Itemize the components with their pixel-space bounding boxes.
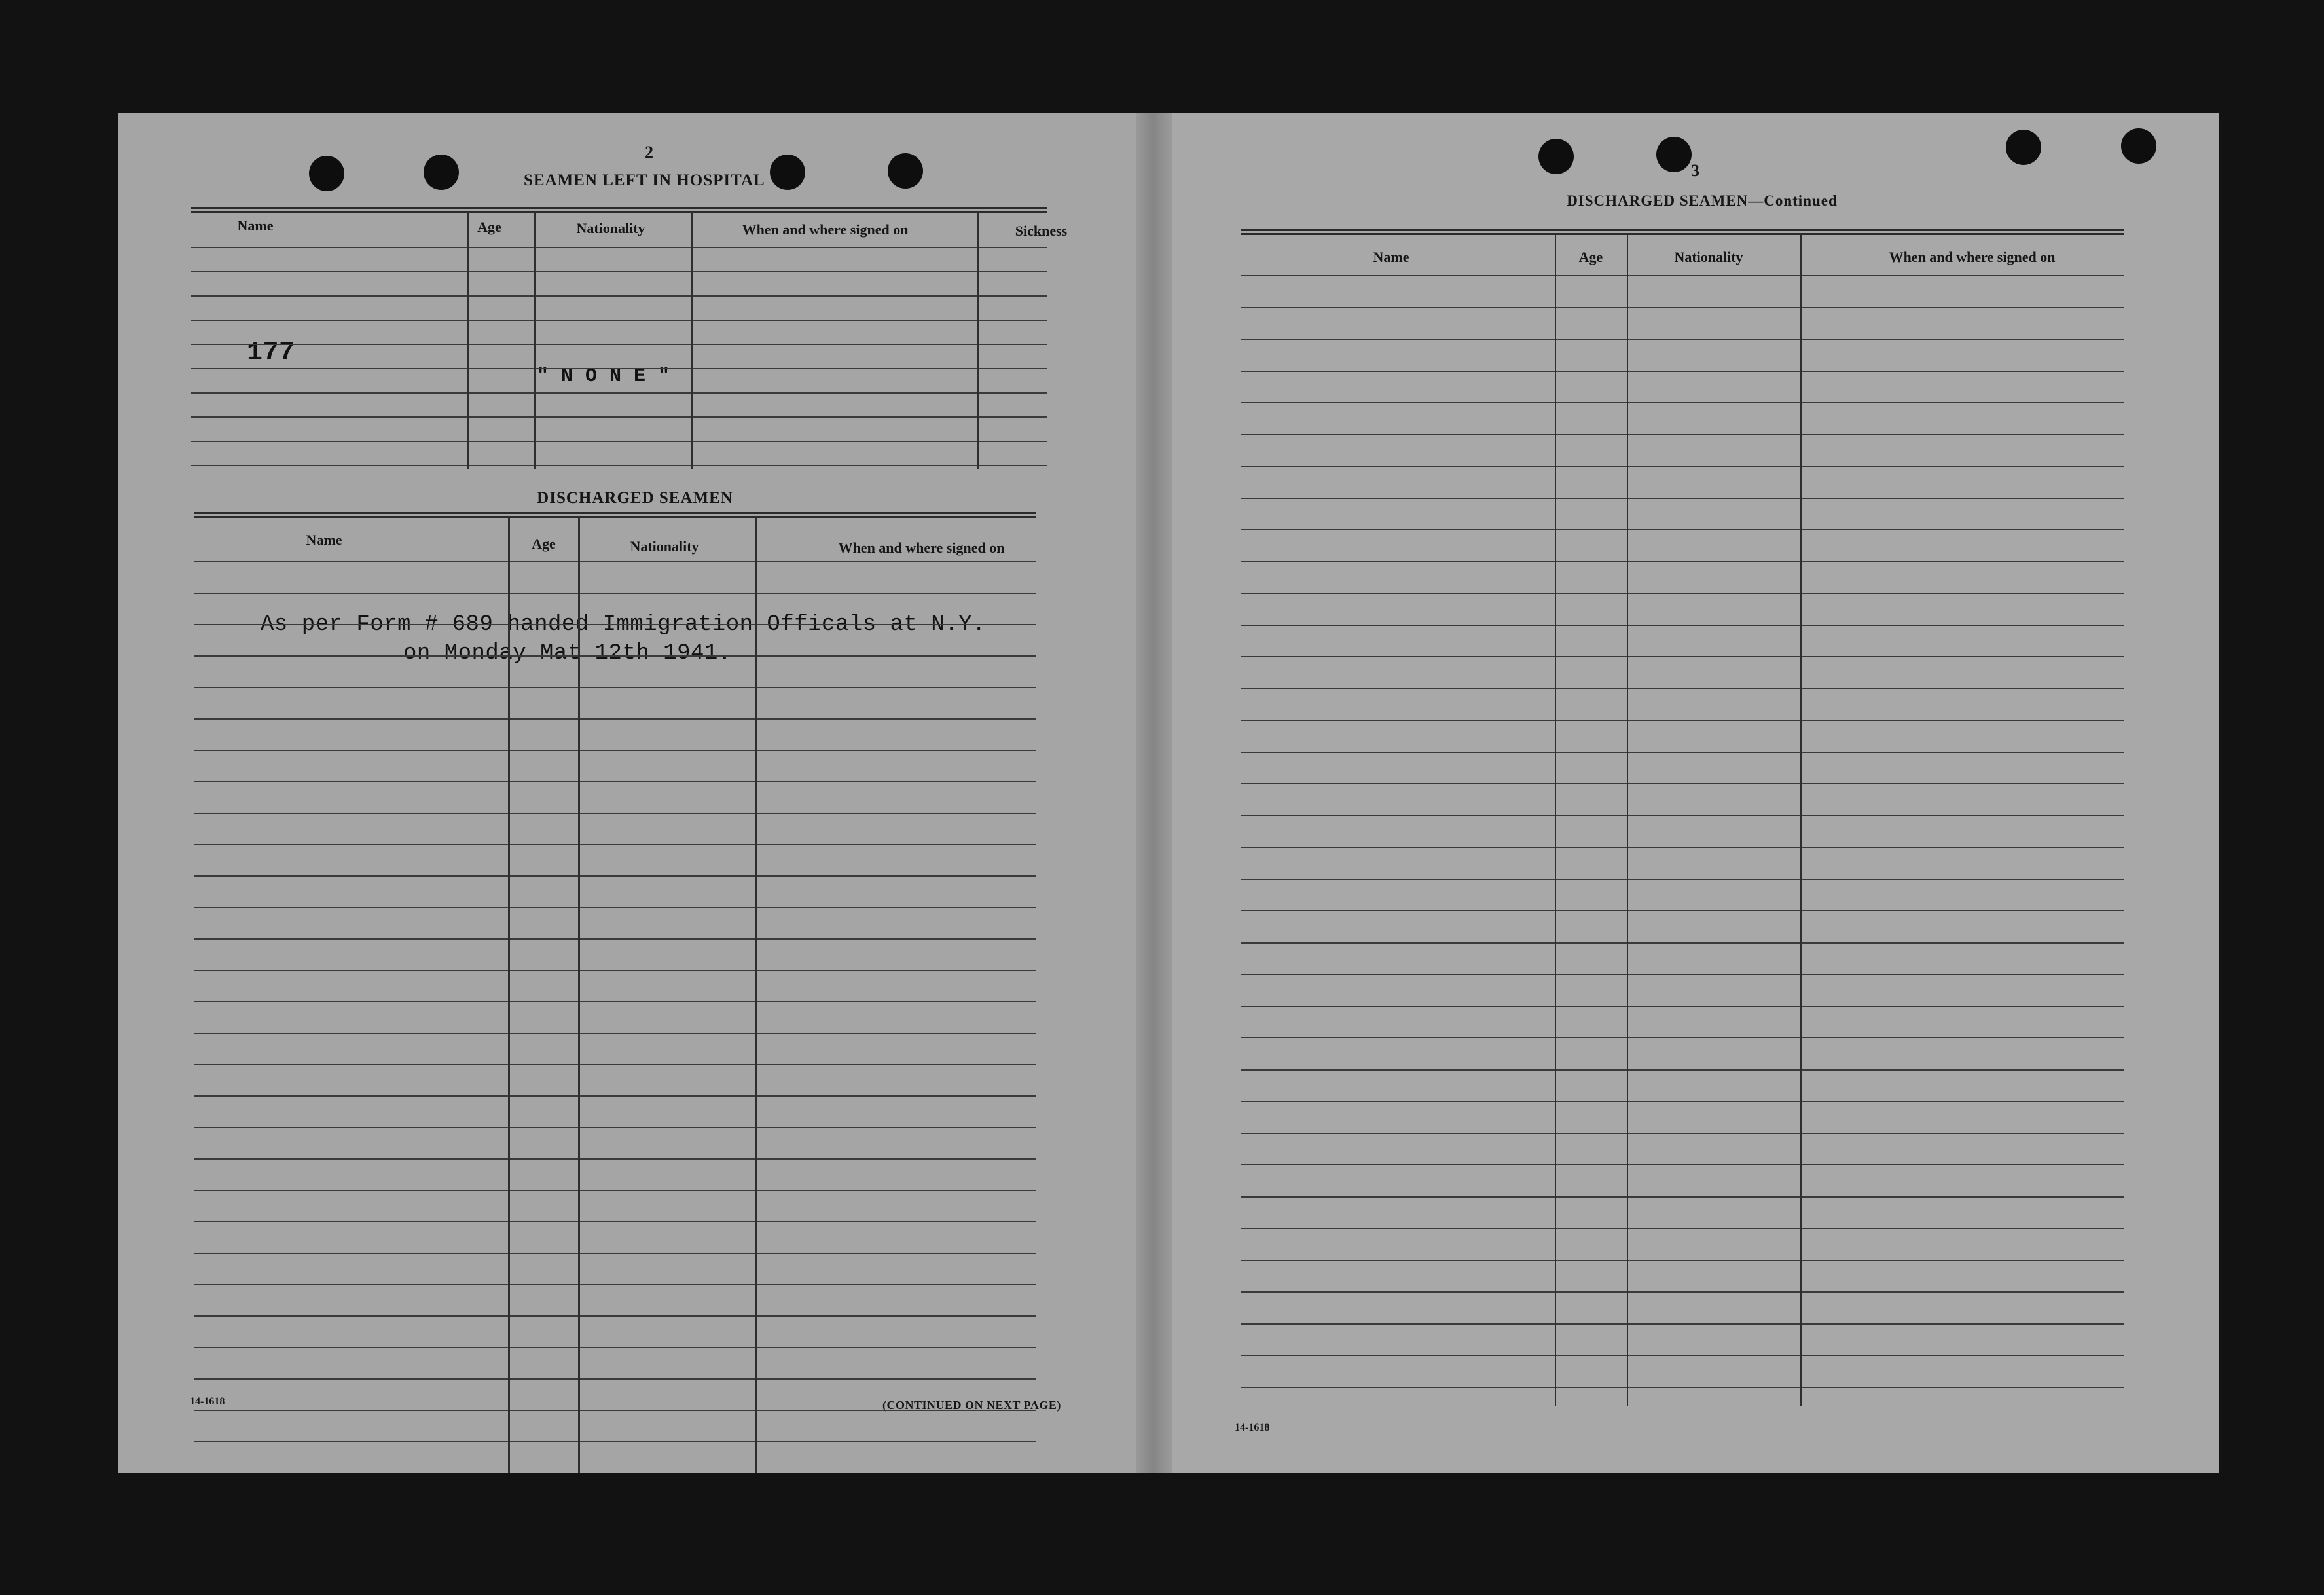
discharged-col-name: Name: [306, 532, 342, 548]
row-line: [194, 1378, 1036, 1380]
row-line: [1241, 498, 2124, 499]
discharged-col-age: Age: [532, 536, 556, 552]
table-rule: [194, 516, 1036, 518]
punch-hole: [309, 156, 344, 191]
row-line: [1241, 974, 2124, 975]
row-line: [191, 320, 1047, 321]
table-rule: [191, 211, 1047, 213]
row-line: [191, 392, 1047, 394]
row-line: [1241, 720, 2124, 721]
row-line: [1241, 1133, 2124, 1134]
row-line: [194, 1127, 1036, 1128]
row-line: [1241, 1196, 2124, 1198]
row-line: [1241, 371, 2124, 372]
row-line: [191, 465, 1047, 466]
row-line: [194, 1315, 1036, 1317]
discharged-col-nationality: Nationality: [630, 538, 699, 555]
discharged-continued-title: DISCHARGED SEAMEN—Continued: [1567, 192, 1838, 209]
table-rule: [191, 207, 1047, 209]
row-line: [194, 718, 1036, 720]
table-rule: [1241, 233, 2124, 235]
row-line: [1241, 910, 2124, 911]
punch-hole: [2006, 130, 2041, 165]
punch-hole: [1538, 139, 1574, 174]
row-line: [1241, 1355, 2124, 1356]
table-rule: [194, 512, 1036, 514]
row-line: [1241, 1069, 2124, 1071]
row-line: [1241, 466, 2124, 467]
column-divider: [1555, 233, 1556, 1406]
row-line: [1241, 625, 2124, 626]
row-line: [194, 1095, 1036, 1097]
hospital-none-entry: " N O N E ": [537, 365, 670, 388]
row-line: [194, 1158, 1036, 1160]
row-line: [194, 655, 1036, 657]
row-line: [1241, 1228, 2124, 1229]
row-line: [1241, 752, 2124, 753]
hospital-col-when-where: When and where signed on: [742, 221, 909, 238]
row-line: [194, 750, 1036, 751]
punch-hole: [2121, 128, 2156, 164]
row-line: [1241, 656, 2124, 657]
column-divider: [1627, 233, 1628, 1406]
row-line: [194, 1001, 1036, 1002]
row-line: [1241, 1291, 2124, 1292]
column-divider: [578, 516, 580, 1473]
column-divider: [1800, 233, 1802, 1406]
row-line: [194, 624, 1036, 625]
row-line: [1241, 1323, 2124, 1325]
row-line: [194, 593, 1036, 594]
row-line: [191, 344, 1047, 345]
right-col-nationality: Nationality: [1674, 249, 1743, 265]
column-divider: [755, 516, 757, 1473]
row-line: [194, 875, 1036, 877]
row-line: [1241, 402, 2124, 403]
row-line: [1241, 879, 2124, 880]
discharged-col-when-where: When and where signed on: [838, 540, 1005, 556]
row-line: [1241, 275, 2124, 276]
row-line: [194, 1033, 1036, 1034]
right-col-name: Name: [1373, 249, 1409, 265]
row-line: [194, 1253, 1036, 1254]
row-line: [1241, 783, 2124, 784]
row-line: [1241, 307, 2124, 308]
row-line: [191, 416, 1047, 418]
row-line: [194, 1190, 1036, 1191]
punch-hole: [1656, 137, 1692, 172]
continued-note: (CONTINUED ON NEXT PAGE): [882, 1399, 1061, 1412]
column-divider: [467, 211, 469, 469]
right-col-age: Age: [1578, 249, 1603, 265]
row-line: [1241, 434, 2124, 435]
row-line: [194, 844, 1036, 845]
row-line: [194, 781, 1036, 782]
row-line: [194, 1347, 1036, 1348]
punch-hole: [888, 153, 923, 189]
row-line: [191, 271, 1047, 272]
hospital-col-nationality: Nationality: [576, 220, 645, 236]
typed-note-line-1: As per Form # 689 handed Immigration Officals at N.Y.: [261, 612, 986, 637]
page-number: 2: [645, 143, 653, 162]
hospital-col-sickness: Sickness: [1015, 223, 1068, 239]
page-number: 3: [1691, 161, 1699, 180]
row-line: [194, 1221, 1036, 1222]
row-line: [191, 368, 1047, 369]
row-line: [1241, 561, 2124, 562]
punch-hole: [770, 155, 805, 190]
column-divider: [508, 516, 510, 1473]
row-line: [1241, 847, 2124, 848]
left-page: [118, 113, 1142, 1473]
row-line: [1241, 1037, 2124, 1038]
row-line: [194, 1064, 1036, 1065]
row-line: [194, 1441, 1036, 1442]
row-line: [1241, 1164, 2124, 1165]
row-line: [194, 687, 1036, 688]
form-code: 14-1618: [1235, 1422, 1270, 1433]
row-line: [1241, 1387, 2124, 1388]
row-line: [194, 1410, 1036, 1411]
row-line: [194, 907, 1036, 908]
row-line: [194, 938, 1036, 940]
right-col-when-where: When and where signed on: [1889, 249, 2056, 265]
row-line: [191, 295, 1047, 297]
row-line: [194, 1284, 1036, 1285]
row-line: [1241, 529, 2124, 530]
row-line: [1241, 1101, 2124, 1102]
punch-hole: [424, 155, 459, 190]
hospital-section-title: SEAMEN LEFT IN HOSPITAL: [524, 172, 765, 189]
handwritten-mark: 177: [247, 339, 295, 368]
row-line: [194, 561, 1036, 562]
row-line: [1241, 942, 2124, 944]
table-rule: [1241, 229, 2124, 231]
row-line: [1241, 688, 2124, 689]
row-line: [1241, 1260, 2124, 1261]
hospital-col-age: Age: [477, 219, 501, 235]
column-divider: [691, 211, 693, 469]
row-line: [1241, 593, 2124, 594]
row-line: [1241, 1006, 2124, 1007]
discharged-section-title: DISCHARGED SEAMEN: [537, 489, 733, 507]
hospital-col-name: Name: [237, 217, 274, 234]
column-divider: [534, 211, 536, 469]
typed-note-line-2: on Monday Mat 12th 1941.: [403, 641, 732, 666]
row-line: [1241, 815, 2124, 816]
row-line: [1241, 339, 2124, 340]
row-line: [194, 813, 1036, 814]
right-page: [1172, 113, 2219, 1473]
row-line: [191, 247, 1047, 248]
row-line: [191, 441, 1047, 442]
column-divider: [977, 211, 979, 469]
row-line: [194, 970, 1036, 971]
form-code: 14-1618: [190, 1396, 225, 1407]
